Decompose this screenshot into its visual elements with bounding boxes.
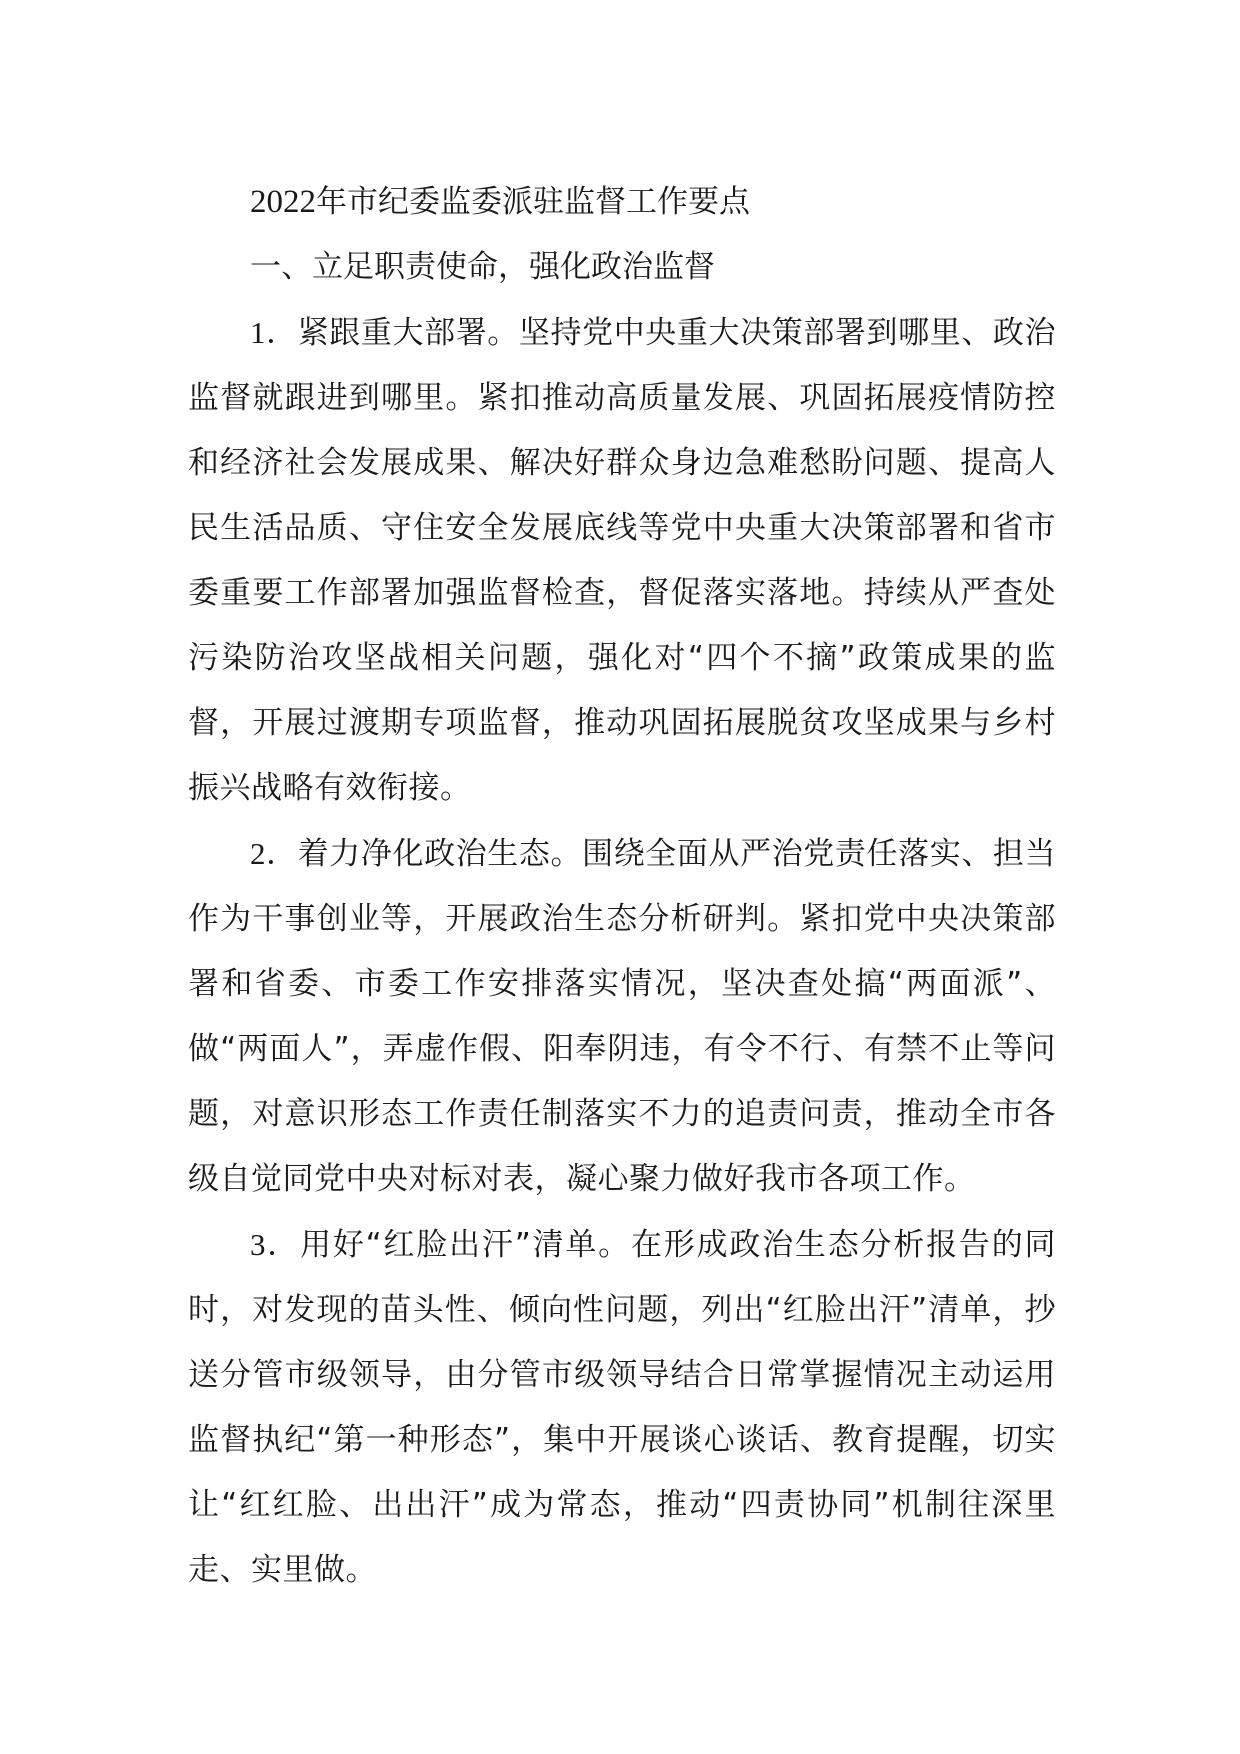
paragraph-1 <box>188 300 1056 821</box>
paragraph-text: 紧跟重大部署。坚持党中央重大决策部署到哪里、政治监督就跟进到哪里。紧扣推动高质量发展、巩固拓展疫情防控和经济社会发展成果、解决好群众身边急难愁盼问题、提高人民生活品质、守住安全发展底线等党中央重大决策部署和省市委重要工作部署加强监督检查，督促落实落地。持续从严查处污染防治攻坚战相关问题，强化对“四个不摘”政策成果的监督，开展过渡期专项监督，推动巩固拓展脱贫攻坚成果与乡村振兴战略有效衔接。 <box>188 315 1057 806</box>
title-year: 2022 <box>250 184 316 220</box>
paragraph-number: 2． <box>250 836 298 871</box>
title-text: 年市纪委监委派驻监督工作要点 <box>316 184 750 220</box>
paragraph-3 <box>188 1212 1056 1603</box>
document-title <box>188 170 1056 235</box>
paragraph-text: 用好“红脸出汗”清单。在形成政治生态分析报告的同时，对发现的苗头性、倾向性问题，列出“红脸出汗”清单，抄送分管市级领导，由分管市级领导结合日常掌握情况主动运用监督执纪“第一种形态”，集中开展谈心谈话、教育提醒，切实让“红红脸、出出汗”成为常态，推动“四责协同”机制往深里走、实里做。 <box>188 1227 1056 1588</box>
section-heading: 一、立足职责使命，强化政治监督 <box>250 249 715 285</box>
paragraph-text: 着力净化政治生态。围绕全面从严治党责任落实、担当作为干事创业等，开展政治生态分析研判。紧扣党中央决策部署和省委、市委工作安排落实情况，坚决查处搞“两面派”、做“两面人”，弄虚作假、阳奉阴违，有令不行、有禁不止等问题，对意识形态工作责任制落实不力的追责问责，推动全市各级自觉同党中央对标对表，凝心聚力做好我市各项工作。 <box>188 836 1057 1197</box>
paragraph-number: 1． <box>250 315 298 350</box>
paragraph-number: 3． <box>250 1227 301 1262</box>
paragraph-2 <box>188 821 1056 1212</box>
document-page <box>188 170 1056 1603</box>
